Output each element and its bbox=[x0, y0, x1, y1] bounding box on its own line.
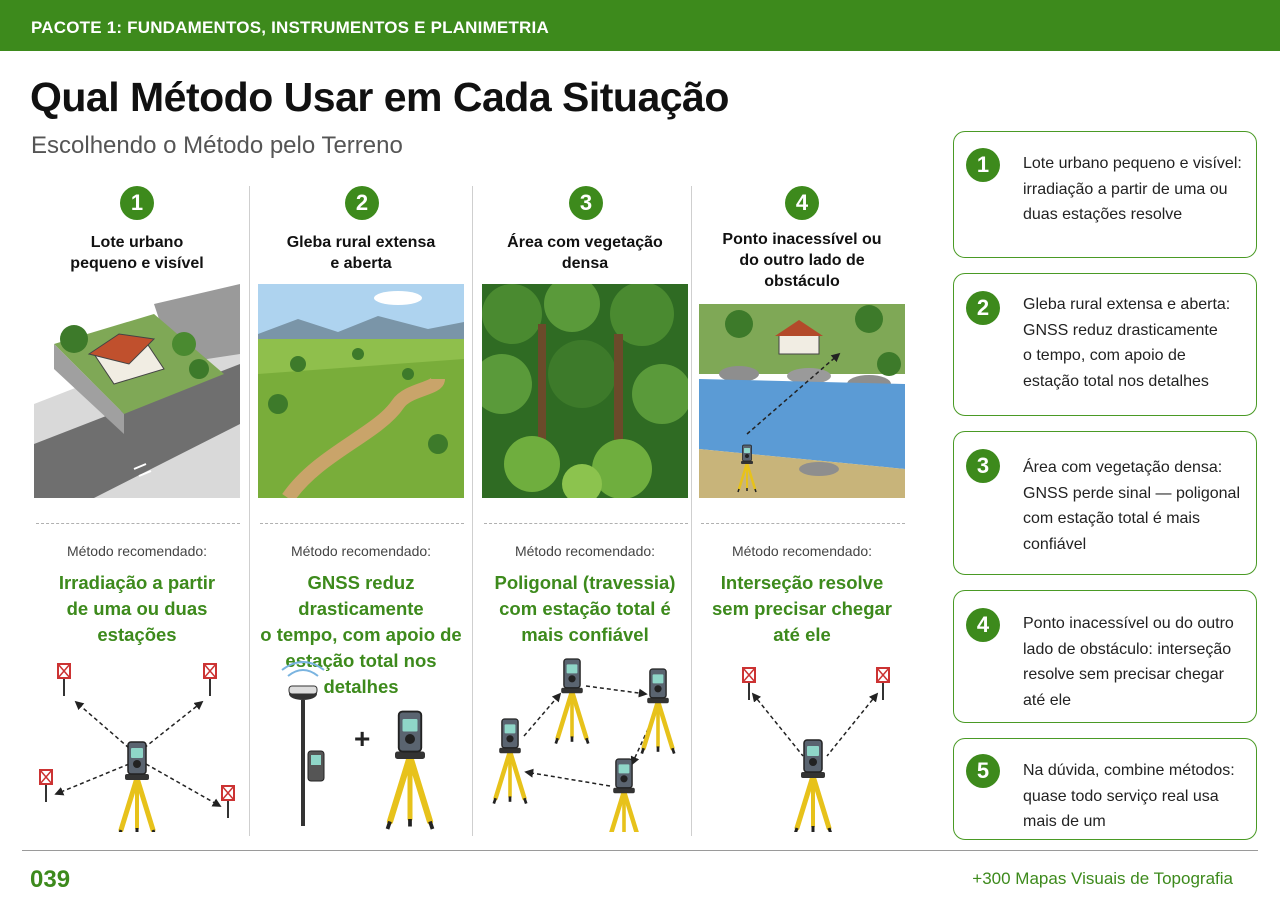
card-text bbox=[1023, 455, 1242, 557]
card-text-line: estação total nos detalhes bbox=[1023, 372, 1209, 390]
divider-dashed bbox=[260, 523, 464, 524]
column-title-line: Ponto inacessível ou bbox=[722, 231, 882, 248]
recommended-method-line: estação total nos detalhes bbox=[285, 650, 437, 697]
card-number-badge: 5 bbox=[966, 754, 1000, 788]
recommended-method bbox=[474, 570, 696, 648]
target-prism-icon bbox=[40, 770, 52, 802]
card-text-line: Gleba rural extensa e aberta: bbox=[1023, 296, 1231, 313]
card-text bbox=[1023, 758, 1242, 835]
recommended-method-line: GNSS reduz drasticamente bbox=[298, 572, 424, 619]
target-prism-icon bbox=[204, 664, 216, 696]
dense-forest-illustration bbox=[482, 284, 688, 498]
target-prism-icon bbox=[222, 786, 234, 818]
card-text-line: Na dúvida, combine métodos: bbox=[1023, 762, 1235, 779]
card-text-line: confiável bbox=[1023, 535, 1087, 553]
column-title bbox=[474, 232, 696, 274]
card-number-badge: 3 bbox=[966, 449, 1000, 483]
card-text-line: até ele bbox=[1023, 691, 1072, 709]
card-text-line: com estação total é mais bbox=[1023, 510, 1200, 527]
recommended-method-line: estações bbox=[97, 624, 177, 645]
column-title-line: e aberta bbox=[330, 255, 392, 272]
card-text-line: lado de obstáculo: interseção bbox=[1023, 640, 1232, 658]
column-title-line: Área com vegetação bbox=[507, 234, 663, 251]
recommended-method-line: mais confiável bbox=[521, 624, 649, 645]
summary-card-3 bbox=[953, 431, 1257, 575]
target-prism-icon bbox=[877, 668, 889, 700]
card-text bbox=[1023, 292, 1242, 394]
page-subtitle: Escolhendo o Método pelo Terreno bbox=[31, 132, 403, 159]
column-separator bbox=[472, 186, 473, 836]
recommended-method-label: Método recomendado: bbox=[514, 543, 656, 559]
radiation-diagram bbox=[34, 656, 242, 832]
total-station-icon bbox=[556, 659, 588, 744]
total-station-icon bbox=[642, 669, 674, 754]
column-inaccessible-point bbox=[691, 186, 913, 836]
card-text-line: irradiação a partir de uma ou bbox=[1023, 180, 1228, 198]
total-station-icon bbox=[795, 740, 831, 832]
card-number-badge: 4 bbox=[966, 608, 1000, 642]
column-number-badge: 2 bbox=[345, 186, 379, 220]
column-title-line: Gleba rural extensa bbox=[286, 234, 436, 251]
card-text-line: quase todo serviço real usa bbox=[1023, 787, 1219, 805]
plus-sign: + bbox=[354, 723, 371, 754]
divider-dashed bbox=[36, 523, 240, 524]
recommended-method-label: Método recomendado: bbox=[66, 543, 208, 559]
column-dense-forest bbox=[474, 186, 696, 836]
summary-card-2 bbox=[953, 273, 1257, 416]
recommended-method-label: Método recomendado: bbox=[731, 543, 873, 559]
column-title bbox=[250, 232, 472, 274]
card-text bbox=[1023, 151, 1242, 228]
total-station-icon bbox=[494, 719, 526, 804]
card-text-line: Ponto inacessível ou do outro bbox=[1023, 615, 1234, 632]
gnss-receiver-icon bbox=[282, 662, 324, 826]
column-number-badge: 4 bbox=[785, 186, 819, 220]
column-urban-lot bbox=[26, 186, 248, 836]
pack-label: PACOTE 1: FUNDAMENTOS, INSTRUMENTOS E PLANIMETRIA bbox=[31, 18, 549, 37]
summary-card-1 bbox=[953, 131, 1257, 258]
column-title-line: do outro lado de bbox=[739, 252, 865, 269]
column-number-badge: 3 bbox=[569, 186, 603, 220]
column-title bbox=[691, 229, 913, 292]
recommended-method bbox=[26, 570, 248, 648]
footer-brand: +300 Mapas Visuais de Topografia bbox=[972, 869, 1233, 888]
footer-divider bbox=[22, 850, 1258, 851]
recommended-method-line: de uma ou duas bbox=[66, 598, 208, 619]
page-number: 039 bbox=[30, 866, 71, 893]
traverse-diagram bbox=[482, 656, 690, 832]
column-rural-field bbox=[250, 186, 472, 836]
recommended-method-line: o tempo, com apoio de bbox=[260, 624, 462, 645]
urban-lot-illustration bbox=[34, 284, 240, 498]
card-number-badge: 2 bbox=[966, 291, 1000, 325]
card-text-line: GNSS reduz drasticamente bbox=[1023, 321, 1218, 339]
rural-field-illustration bbox=[258, 284, 464, 498]
page-title: Qual Método Usar em Cada Situação bbox=[30, 74, 729, 120]
column-title-line: pequeno e visível bbox=[70, 255, 204, 272]
recommended-method-line: até ele bbox=[773, 624, 831, 645]
divider-dashed bbox=[701, 523, 905, 524]
card-text-line: GNSS perde sinal — poligonal bbox=[1023, 484, 1241, 502]
card-text-line: Área com vegetação densa: bbox=[1023, 459, 1223, 476]
total-station-icon bbox=[608, 759, 640, 832]
total-station-icon bbox=[388, 712, 433, 830]
recommended-method-label: Método recomendado: bbox=[290, 543, 432, 559]
column-title bbox=[26, 232, 248, 274]
column-title-line: densa bbox=[561, 255, 609, 272]
recommended-method-line: Irradiação a partir bbox=[58, 572, 216, 593]
top-banner bbox=[0, 0, 1280, 51]
column-number-badge: 1 bbox=[120, 186, 154, 220]
card-text-line: Lote urbano pequeno e visível: bbox=[1023, 155, 1242, 172]
summary-card-4 bbox=[953, 590, 1257, 723]
recommended-method-line: Interseção resolve bbox=[720, 572, 884, 593]
total-station-icon bbox=[119, 742, 155, 832]
gnss-plus-total-station bbox=[258, 656, 466, 832]
card-text bbox=[1023, 611, 1242, 713]
recommended-method-line: sem precisar chegar bbox=[712, 598, 892, 619]
divider-dashed bbox=[484, 523, 688, 524]
card-text-line: mais de um bbox=[1023, 813, 1106, 830]
card-text-line: o tempo, com apoio de bbox=[1023, 347, 1186, 364]
column-title-line: obstáculo bbox=[764, 273, 840, 290]
river-obstacle-illustration bbox=[699, 284, 905, 498]
target-prism-icon bbox=[58, 664, 70, 696]
summary-card-5 bbox=[953, 738, 1257, 840]
intersection-diagram bbox=[699, 656, 907, 832]
card-text-line: resolve sem precisar chegar bbox=[1023, 666, 1224, 683]
card-number-badge: 1 bbox=[966, 148, 1000, 182]
recommended-method-line: Poligonal (travessia) bbox=[494, 572, 676, 593]
column-title-line: Lote urbano bbox=[90, 234, 184, 251]
recommended-method bbox=[691, 570, 913, 648]
card-text-line: duas estações resolve bbox=[1023, 206, 1183, 223]
recommended-method-line: com estação total é bbox=[499, 598, 671, 619]
